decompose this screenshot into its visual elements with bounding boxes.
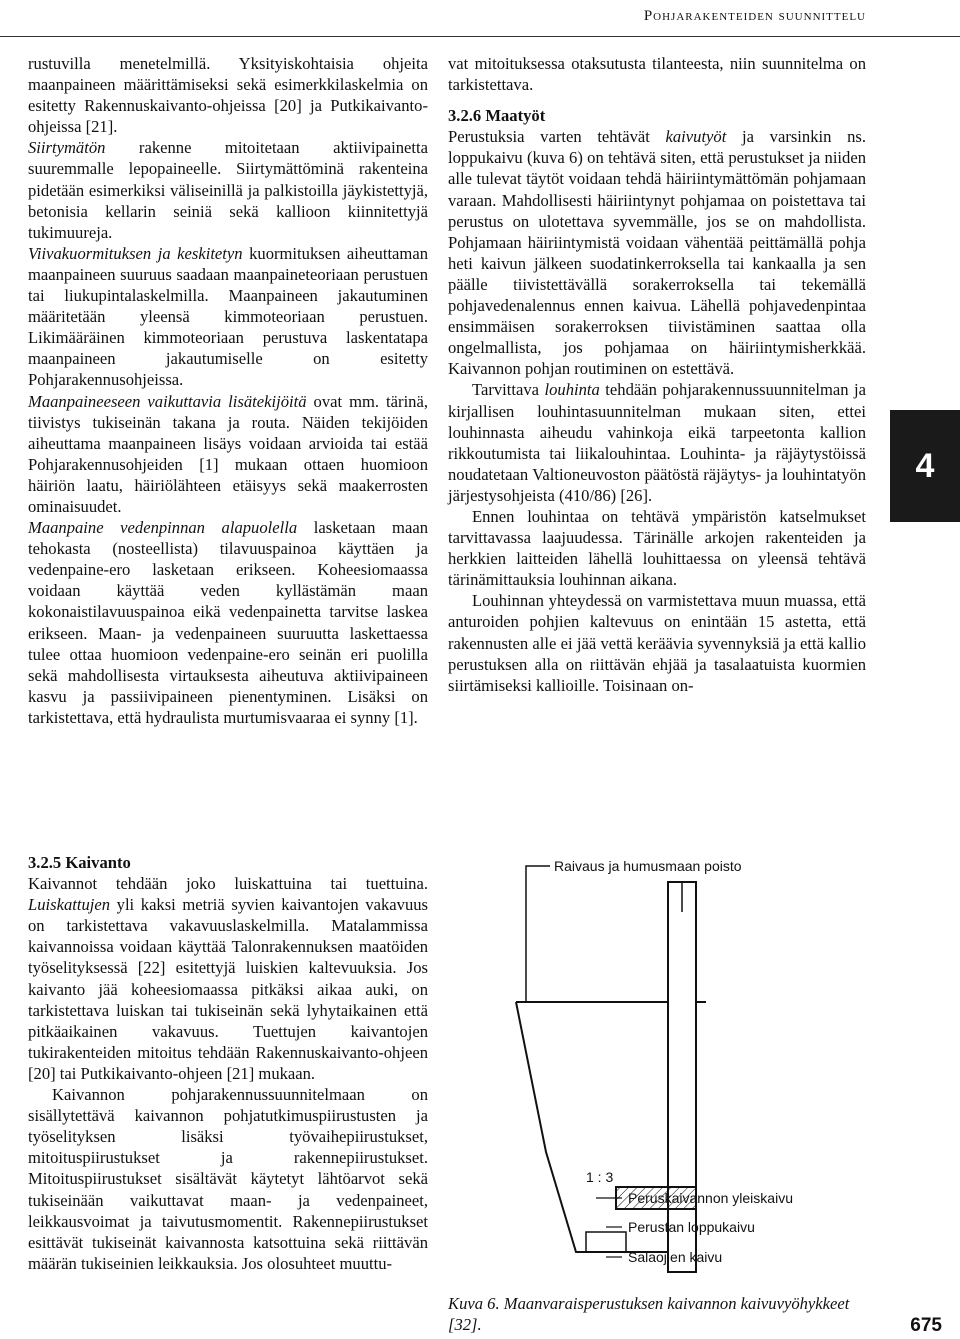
page-number: 675 [910,1315,942,1336]
drain [586,1232,626,1252]
paragraph: Perustuksia varten tehtävät kaivutyöt ja varsinkin ns. loppukaivu (kuva 6) on tehtävä siten, että perustukset ja niiden alle tulevat täytöt voidaan tehdä häiriintymättömän pohjamaan varaan. Mahdollisesti häiriintynyt pohjamaa on poistettava tai perustus on ulotettava syvemmälle, jos se on mahdollista. Pohjamaan häiriintymistä voidaan vähentää peittämällä pohja heti kaivun jälkeen suodatinkerroksella tai kankaalla ja sen päälle tiivistettävällä sorakerroksella tai tekemällä pohjavedenalennus ennen kaivua. Lähellä pohjavedenpintaa ensimmäisen sorakerroksen tiivistäminen saattaa olla ongelmallista, jos pohjamaa on häiriintymisherkkää. Kaivannon pohjan routiminen on estettävä. [448,127,866,379]
label-general: Peruskaivannon yleiskaivu [628,1190,793,1206]
header-rule [0,36,960,37]
excavation-slope [516,1002,668,1252]
excavation-figure [446,852,876,1282]
figure-caption: Kuva 6. Maanvaraisperustuksen kaivannon kaivuvyöhykkeet [32]. [448,1294,850,1335]
section-325 [28,852,428,1274]
label-clearing: Raivaus ja humusmaan poisto [554,858,742,874]
paragraph: Louhinnan yhteydessä on varmistettava muun muassa, että anturoiden pohjien kaltevuus on enintään 15 astetta, että rakennusten alle ei jää vettä keräävia syvennyksiä ja että kallio perustuksen alla on riittävän ehjää ja tasalaatuista kuormien siirtämiseksi kallioille. Toisinaan on- [448,591,866,695]
paragraph: Siirtymätön rakenne mitoitetaan aktiivipainetta suuremmalle lepopaineelle. Siirtymättöminä rakenteina pidetään esimerkiksi väliseinillä ja palkistoilla jäykistettyjä, betonisia kellarin seiniä sekä kallioon kiinnitettyjä tukimuureja. [28,138,428,242]
slope-label: 1 : 3 [586,1169,614,1185]
running-header: Pohjarakenteiden suunnittelu [643,8,866,24]
leader-top [526,866,550,1002]
paragraph: Tarvittava louhinta tehdään pohjarakennussuunnitelman ja kirjallisen louhintasuunnitelman mukaan siten, ettei louhinnasta aiheudu vahinkoja eikä tarpeetonta kallion rikkoutumista tai liikalouhintaa. Louhinta- ja räjäytystöissä noudatetaan Valtioneuvoston päätöstä räjäytys- ja louhintatyön järjestysohjeista (410/86) [26]. [448,380,866,505]
section-heading: 3.2.5 Kaivanto [28,853,131,872]
paragraph: Kaivannon pohjarakennussuunnitelmaan on sisällytettävä kaivannon pohjatutkimuspiirustusten ja työselityksen lisäksi työvaihepiirustukset, mitoituspiirustukset ja rakennepiirustukset. Mitoituspiirustukset sisältävät käytetyt lähtöarvot sekä tukiseinään vaikuttavat maan- ja vedenpaineet, leikkausvoimat ja taivutusmomentit. Rakennepiirustukset esittävät tukiseinät kaivannosta katsottuina sekä riittävän määrän tukiseinien leikkauksia. Jos olosuhteet muuttu- [28,1085,428,1273]
section-heading: 3.2.6 Maatyöt [448,106,546,126]
wall [668,882,696,1272]
chapter-tab: 4 [890,410,960,522]
right-column [448,53,866,696]
paragraph: Viivakuormituksen ja keskitetyn kuormituksen aiheuttaman maanpaineen suuruus saadaan maanpaineteoriaan perustuen tai liukupintalaskelmilla. Maanpaineen jakautuminen määritetään yleensä kimmoteoriaan perustuen. Likimääräinen kimmoteoriaan perustuva laskentatapa maanpaineen jakautumiselle on esitetty Pohjarakennusohjeissa. [28,243,428,390]
label-final: Perustan loppukaivu [628,1219,755,1235]
left-column [28,53,428,728]
paragraph: Ennen louhintaa on tehtävä ympäristön katselmukset tarvittavassa laajuudessa. Tärinälle arkojen rakenteiden ja herkkien laitteiden lähellä louhittaessa on yleensä tehtävä tärinämittauksia louhinnan aikana. [448,506,866,590]
paragraph: vat mitoituksessa otaksutusta tilanteesta, niin suunnitelma on tarkistettava. [448,54,866,95]
paragraph: Maanpaineeseen vaikuttavia lisätekijöitä ovat mm. tärinä, tiivistys tukiseinän takana ja routa. Näiden tekijöiden aiheuttama maanpaineen lisäys voidaan arvioida tai estää Pohjarakennusohjeiden [1] mukaan ottaen huomioon häiriön laatu, häiriölähteen etäisyys sekä maakerrosten ominaisuudet. [28,391,428,516]
paragraph: rustuvilla menetelmillä. Yksityiskohtaisia ohjeita maanpaineen määrittämiseksi sekä esimerkkilaskelmia on esitetty Rakennuskaivanto-ohjeissa [20] ja Putkikaivanto-ohjeissa [21]. [28,54,428,137]
label-drain: Salaojien kaivu [628,1249,723,1265]
paragraph: Maanpaine vedenpinnan alapuolella lasketaan maan tehokasta (nosteellista) tilavuuspainoa käyttäen ja vedenpaine-ero lasketaan erikseen. Koheesiomaassa voidaan käyttää veden kyllästämän maan kokonaistilavuuspainoa eikä vedenpainetta tarvitse laskea erikseen. Maan- ja vedenpaineen suuruutta laskettaessa tulee ottaa huomioon vedenpaine-ero seinän eri puolilla sekä mahdollisesta virtauksesta aiheutuva aktiivipaineen kasvu ja passiivipaineen pienentyminen. Lisäksi on tarkistettava, että hydraulista murtumisvaaraa ei synny [1]. [28,518,428,727]
paragraph: Kaivannot tehdään joko luiskattuina tai tuettuina. Luiskattujen yli kaksi metriä syvien kaivantojen vakavuus on tarkistettava vakavuuslaskelmilla. Matalammissa kaivannoissa voidaan käyttää Talonrakennuksen maatöiden työselityksessä [22] esitettyjä luiskien kaltevuuksia. Jos kaivanto jää koheesiomaassa pitkäksi aikaa auki, on tarkistettava luiskan tai tukiseinän sekä lyhytaikainen että pitkäaikainen vakavuus. Tuettujen kaivantojen tukirakenteiden mitoitus tehdään Rakennuskaivanto-ohjeen [20] tai Putkikaivanto-ohjeen [21] mukaan. [28,874,428,1083]
